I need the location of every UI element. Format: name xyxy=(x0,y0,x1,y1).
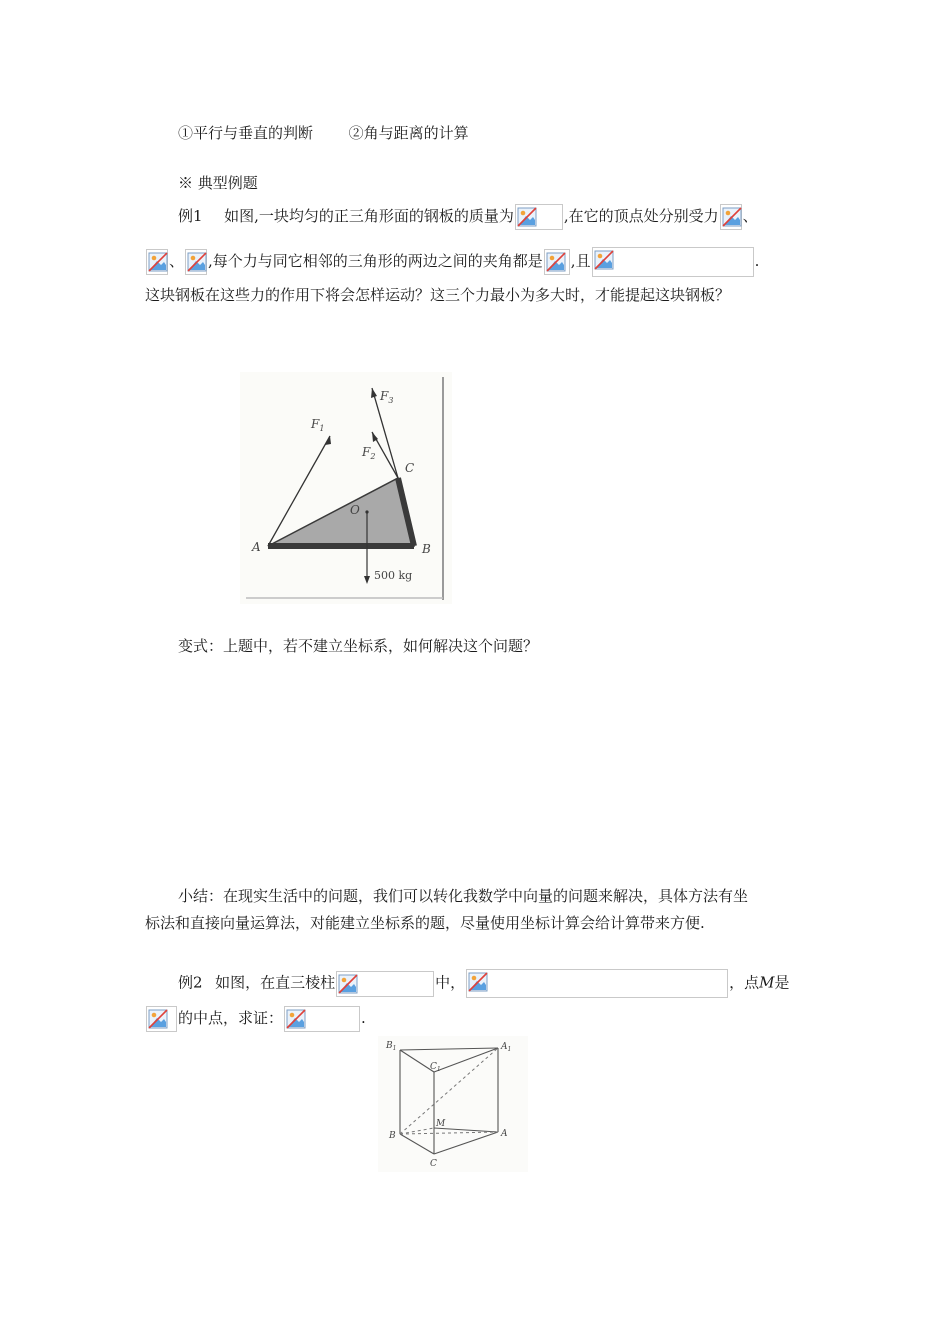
section-heading: ※ 典型例题 xyxy=(178,174,258,192)
example2-text-d: 是 xyxy=(774,973,790,992)
steel-plate-figure xyxy=(240,372,452,604)
label-a: A xyxy=(501,1129,508,1139)
label-c: C xyxy=(430,1159,437,1169)
broken-image-icon xyxy=(148,252,168,272)
example2-line2 xyxy=(145,1006,366,1032)
topic-angle-distance: ②角与距离的计算 xyxy=(348,124,469,142)
formula-image-condition2 xyxy=(466,969,728,998)
example2-text-b: 中， xyxy=(435,973,466,992)
example1-text-e: ,每个力与同它相邻的三角形的两边之间的夹角都是 xyxy=(208,252,543,270)
example2-line1 xyxy=(178,969,790,998)
summary-line2: 标法和直接向量运算法，对能建立坐标系的题，尽量使用坐标计算会给计算带来方便. xyxy=(145,914,705,932)
example1-label: 例1 xyxy=(178,207,203,225)
example1-text-a: 如图,一块均匀的正三角形面的钢板的质量为 xyxy=(224,207,514,225)
label-b1: $B_1$ xyxy=(386,1041,397,1052)
broken-image-icon xyxy=(187,252,207,272)
broken-image-icon xyxy=(148,1009,168,1029)
broken-image-icon xyxy=(338,974,358,994)
example1-text-c: 、 xyxy=(742,207,758,225)
formula-image-segment xyxy=(146,1006,177,1032)
formula-image-angle xyxy=(544,249,570,275)
example2-text-a: 如图，在直三棱柱 xyxy=(215,973,336,992)
figure1-background xyxy=(240,372,452,604)
example1-text-f: ,且 xyxy=(570,252,591,270)
label-a1: $A_1$ xyxy=(501,1042,512,1053)
label-f1: $F_1$ xyxy=(311,417,325,433)
label-a: A xyxy=(252,540,261,554)
example2-label: 例2 xyxy=(178,973,203,992)
topics-line xyxy=(178,123,469,143)
label-c: C xyxy=(405,461,415,475)
example1-line1 xyxy=(178,204,758,230)
formula-image-proof xyxy=(284,1006,360,1032)
example2-text-e: 的中点，求证： xyxy=(178,1009,284,1027)
broken-image-icon xyxy=(722,207,742,227)
formula-image-f3 xyxy=(185,249,207,275)
broken-image-icon xyxy=(517,207,537,227)
point-m: M xyxy=(759,973,775,992)
broken-image-icon xyxy=(468,972,488,992)
label-weight: 500 kg xyxy=(374,569,413,582)
label-o: O xyxy=(350,503,360,517)
label-b: B xyxy=(389,1131,396,1141)
label-m: M xyxy=(436,1119,446,1129)
example1-text-b: ,在它的顶点处分别受力 xyxy=(563,207,719,225)
example2-text-c: ，点 xyxy=(729,973,760,992)
variant-question: 变式：上题中，若不建立坐标系，如何解决这个问题？ xyxy=(178,637,539,655)
label-c1: $C_1$ xyxy=(430,1062,441,1073)
formula-image-prism xyxy=(336,971,434,997)
formula-image-mass xyxy=(515,204,563,230)
formula-image-f1 xyxy=(720,204,742,230)
example1-line3: 这块钢板在这些力的作用下将会怎样运动？这三个力最小为多大时，才能提起这块钢板？ xyxy=(145,286,731,304)
example1-text-g: . xyxy=(754,252,760,270)
label-f3: $F_3$ xyxy=(380,389,394,405)
broken-image-icon xyxy=(594,250,614,270)
broken-image-icon xyxy=(286,1009,306,1029)
label-f2: $F_2$ xyxy=(362,445,376,461)
prism-figure xyxy=(378,1036,528,1172)
formula-image-condition xyxy=(592,247,754,277)
example2-text-f: . xyxy=(361,1009,366,1027)
example1-line2 xyxy=(145,247,759,277)
example1-text-d: 、 xyxy=(169,252,185,270)
broken-image-icon xyxy=(546,252,566,272)
centroid-point xyxy=(365,510,368,513)
formula-image-f2 xyxy=(146,249,168,275)
topic-parallel-perpendicular: ①平行与垂直的判断 xyxy=(178,124,314,142)
label-b: B xyxy=(422,542,431,556)
summary-line1: 小结：在现实生活中的问题，我们可以转化我数学中向量的问题来解决，具体方法有坐 xyxy=(178,887,749,905)
